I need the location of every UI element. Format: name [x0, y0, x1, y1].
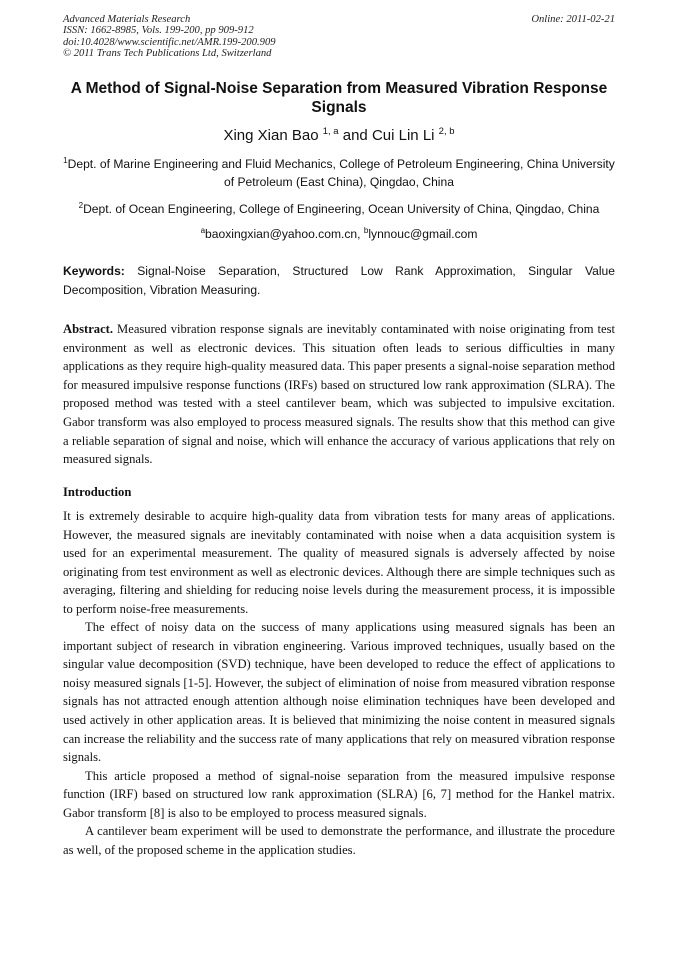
online-date: Online: 2011-02-21	[531, 14, 615, 25]
keywords-block	[63, 262, 615, 299]
doi-line: doi:10.4028/www.scientific.net/AMR.199-200.909	[63, 36, 276, 48]
paragraph: A cantilever beam experiment will be used to demonstrate the performance, and illustrate the procedure as well, of the proposed scheme in the application studies.	[63, 824, 615, 857]
abstract-label: Abstract.	[63, 322, 114, 336]
introduction-body	[63, 507, 615, 859]
email-line	[63, 225, 615, 243]
issn-line: ISSN: 1662-8985, Vols. 199-200, pp 909-912	[63, 25, 254, 37]
affiliation-superscript: 2	[78, 201, 84, 210]
affiliation-1	[63, 155, 615, 191]
abstract-block	[63, 320, 615, 469]
paper-title: A Method of Signal-Noise Separation from Measured Vibration Response Signals	[70, 80, 608, 116]
author-superscript: 2, b	[438, 126, 455, 137]
affiliation-text: Dept. of Marine Engineering and Fluid Mechanics, College of Petroleum Engineering, China University of Petroleum (East China), Qingdao, China	[67, 157, 615, 189]
author-superscript: 1, a	[322, 126, 339, 137]
author-name: Xing Xian Bao	[223, 127, 319, 144]
email-address[interactable]: lynnouc@gmail.com	[368, 227, 478, 241]
authors-conjunction: and	[342, 127, 368, 144]
paragraph: The effect of noisy data on the success of many applications using measured signals has been an important subject of research in vibration engineering. Various improved techniques, usually based on the singular value decomposition (SVD) technique, have been developed to reduce the effect of applications to noisy measured signals [1-5]. However, the subject of elimination of noise from measured vibration response signals has not attracted enough attention although noise elimination techniques have been developed and used actively in other application areas. It is believed that minimizing the noise content in measured signals can increase the reliability and the success rate of many applications that rely on measured vibration response signals.	[63, 620, 615, 765]
journal-name: Advanced Materials Research	[63, 14, 191, 25]
affiliation-text: Dept. of Ocean Engineering, College of Engineering, Ocean University of China, Qingdao, China	[83, 202, 600, 216]
author-name: Cui Lin Li	[371, 127, 435, 144]
copyright-line: © 2011 Trans Tech Publications Ltd, Switzerland	[63, 47, 272, 59]
section-heading-introduction: Introduction	[63, 485, 132, 499]
abstract-text: Measured vibration response signals are inevitably contaminated with noise originating from test environment as well as electronic devices. This situation often leads to serious difficulties in many applications as they require high-quality measured data. This paper presents a signal-noise separation method for measured impulsive response functions (IRFs) based on structured low rank approximation (SLRA). The proposed method was tested with a steel cantilever beam, which was subjected to impulsive excitation. Gabor transform was also employed to process measured signals. The results show that this method can give a reliable separation of signal and noise, which will enhance the accuracy of various applications that rely on measured signals.	[63, 322, 615, 467]
affiliation-2	[63, 200, 615, 218]
email-address[interactable]: baoxingxian@yahoo.com.cn,	[205, 227, 361, 241]
journal-header	[63, 14, 615, 59]
keywords-text: Signal-Noise Separation, Structured Low Rank Approximation, Singular Value Decomposition, Vibration Measuring.	[63, 264, 615, 297]
paragraph: It is extremely desirable to acquire high-quality data from vibration tests for many areas of applications. However, the measured signals are inevitably contaminated with noise when a data acquisition system is used for an experimental measurement. The quality of measured signals is adversely affected by noise originating from test environment as well as electronic devices. Although there are simple techniques such as averaging, filtering and shielding for reducing noise levels during the measurement process, it is impossible to perform noise-free measurements.	[63, 509, 615, 616]
email-superscript: b	[363, 226, 369, 235]
keywords-label: Keywords:	[63, 264, 125, 278]
email-superscript: a	[200, 226, 206, 235]
paragraph: This article proposed a method of signal-noise separation from the measured impulsive response function (IRF) based on structured low rank approximation (SLRA) [6, 7] method for the Hankel matrix. Gabor transform [8] is also to be employed to process measured signals.	[63, 768, 615, 820]
author-line	[63, 127, 615, 145]
affiliation-superscript: 1	[63, 156, 68, 165]
